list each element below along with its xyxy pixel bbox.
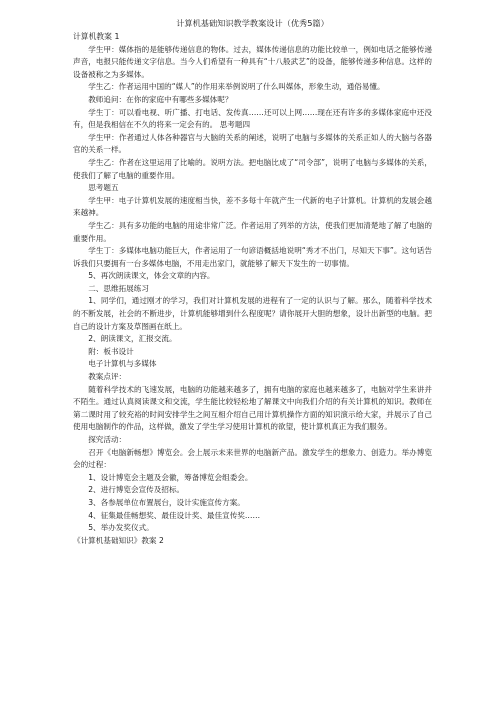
- paragraph: 思考题五: [88, 183, 119, 193]
- paragraph: 学生甲：电子计算机发展的速度相当快，差不多每十年就产生一代新的电子计算机。计算机的发展会越来越神。: [73, 195, 432, 218]
- paragraph: 学生甲：媒体指的是能够传递信息的物体。过去，媒体传递信息的功能比较单一，例如电话之能够传递声音，电报只能传递文字信息。当今人们希望有一种具有“十八般武艺”的设备，能够传递多种信息。这样的设备被称之为多媒体。: [73, 44, 432, 79]
- paragraph: 学生丁：可以看电视、听广播、打电话、发传真……还可以上网……现在还有许多的多媒体家庭中还没有，但是我相信在不久的将来一定会有的。 思考题四: [73, 107, 432, 130]
- paragraph: 学生甲：作者通过人体各种器官与大脑的关系的阐述，说明了电脑与多媒体的关系正如人的大脑与各器官的关系一样。: [73, 132, 432, 155]
- document-title: 计算机基础知识教学教案设计（优秀5篇）: [176, 18, 329, 28]
- activity-step: 1、设计博览会主题及会徽，筹备博览会组委会。: [88, 472, 253, 482]
- activity-step: 4、征集最佳畅想奖、最佳设计奖、最佳宣传奖……: [88, 510, 261, 520]
- paragraph: 学生乙：作者在这里运用了比喻的。说明方法。把电脑比成了“司令部”，说明了电脑与多媒体的关系，使我们了解了电脑的重要作用。: [73, 157, 432, 180]
- activity-heading: 探究活动：: [88, 435, 127, 444]
- item-2: 2、朗读课文，汇报交流。: [88, 334, 177, 344]
- section-2-heading: 二、思维拓展练习: [88, 283, 149, 293]
- paragraph: 教师追问：在你的家庭中有哪些多媒体呢？: [88, 94, 233, 104]
- lesson2-heading: 《计算机基础知识》教案 2: [73, 535, 164, 545]
- step-5: 5、再次朗读课文，体会文章的内容。: [88, 271, 215, 281]
- lesson1-heading: 计算机教案 1: [73, 32, 120, 41]
- activity-step: 5、举办发奖仪式。: [88, 523, 154, 533]
- paragraph: 学生乙：作者运用中国的“媒人”的作用来举例说明了什么叫媒体，形象生动，通俗易懂。: [88, 82, 385, 92]
- board-design: 电子计算机与多媒体: [88, 359, 157, 369]
- activity-paragraph: 召开《电脑新畅想》博览会。会上展示未来世界的电脑新产品。激发学生的想象力、创造力。举办博览会的过程：: [73, 447, 432, 470]
- appendix-label: 附：板书设计: [88, 346, 134, 356]
- review-paragraph: 随着科学技术的飞速发展，电脑的功能越来越多了，拥有电脑的家庭也越来越多了，电脑对学生来讲并不陌生。通过认真阅读课文和交流，学生能比较轻松地了解课文中向我们介绍的有关计算机的知识。教师在第二课时用了较充裕的时间安排学生之间互相介绍自己用计算机操作方面的知识演示给大家，并展示了自己使用电脑制作的作品，这样做，激发了学生学习使用计算机的欲望，使计算机真正为我们服务。: [73, 384, 432, 432]
- review-heading: 教案点评：: [88, 372, 127, 382]
- paragraph: 1、同学们，通过刚才的学习，我们对计算机发展的进程有了一定的认识与了解。那么，随着科学技术的不断发展，社会的不断进步，计算机能够增到什么程度呢？请你展开大胆的想象，设计出新型的电脑。把自己的设计方案及草图画在纸上。: [73, 296, 432, 331]
- activity-step: 3、各参展单位布置展台，设计实施宣传方案。: [88, 497, 245, 507]
- paragraph: 学生乙：具有多功能的电脑的用途非常广泛。作者运用了列举的方法，使我们更加清楚地了解了电脑的重要作用。: [73, 220, 432, 243]
- activity-step: 2、进行博览会宣传及招标。: [88, 485, 185, 495]
- paragraph: 学生丁：多媒体电脑功能巨大，作者运用了一句谚语概括地说明“秀才不出门，尽知天下事”。这句话告诉我们只要拥有一台多媒体电脑，不用走出家门，就能够了解天下发生的一切事情。: [73, 246, 432, 268]
